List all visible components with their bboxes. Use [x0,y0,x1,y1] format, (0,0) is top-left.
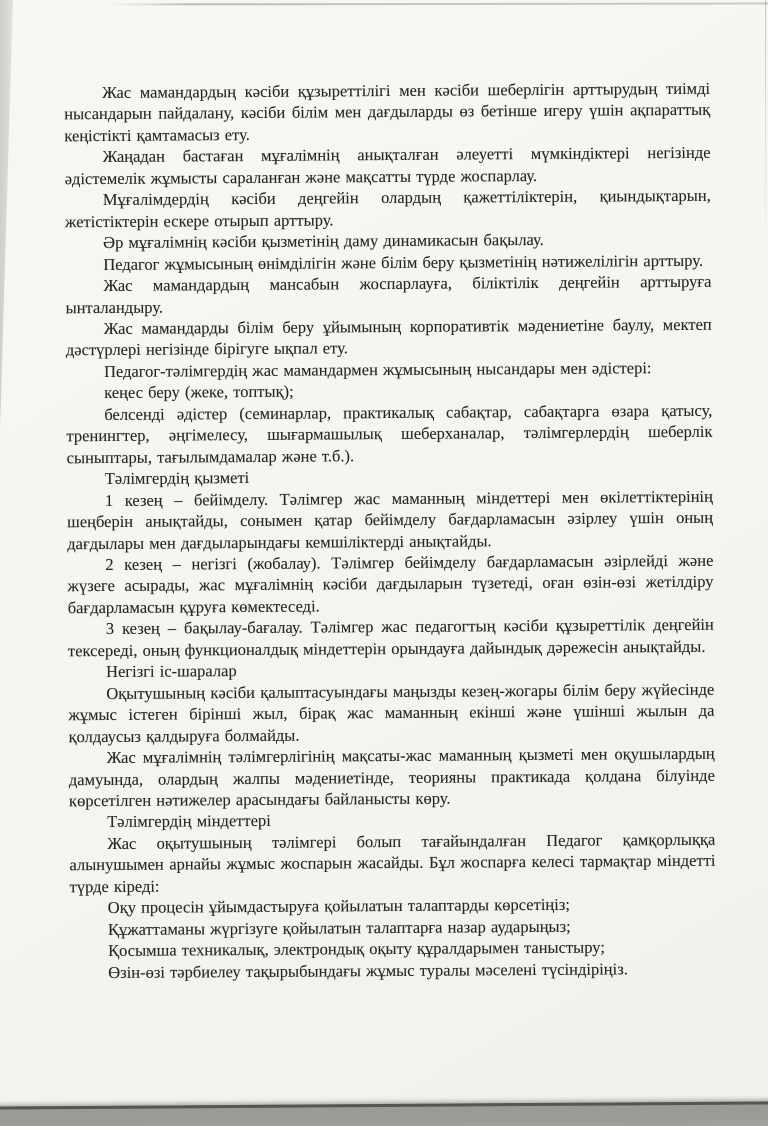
paragraph: Жас мамандардың кәсіби құзыреттілігі мен кәсіби шеберлігін арттырудың тиімді нысандарын пайдалану, кәсіби білім мен дағдыларды өз бетінше игеру үшін ақпараттық кеңістікті қамтамасыз ету. [64,78,711,146]
section-heading: Тәлімгердің міндеттері [107,811,271,832]
paragraph: Жас мамандардың мансабын жоспарлауға, біліктілік деңгейін арттыруға ынталандыру. [65,271,712,317]
document-text [64,78,716,984]
paragraph: белсенді әдістер (семинарлар, практикалық сабақтар, сабақтарга өзара қатысу, тренингтер, әңгімелесу, шығармашылық шеберханалар, тәлімгерлердің шеберлік сыныптары, тағылымдамалар және т.б.). [66,400,713,467]
paragraph: Жас оқытушының тәлімгері болып тағайындалған Педагог қамқорлыққа алынушымен арнайы жұмыс жоспарын жасайды. Бұл жоспарға келесі тармақтар міндетті түрде кіреді: [69,829,716,897]
paragraph: 3 кезең – бақылау-бағалау. Тәлімгер жас педагогтың кәсіби құзыреттілік деңгейін тексереді, оның функционалдық міндеттерін орындауға дайындық дәрежесін анықтайды. [67,615,714,661]
paragraph: Жаңадан бастаған мұғалімнің анықталған әлеуетті мүмкіндіктері негізінде әдістемелік жұмысты сараланған және мақсатты түрде жоспарлау. [64,143,711,189]
scan-bottom-edge [0,1101,768,1125]
section-heading: Негізгі іс-шаралар [106,661,237,682]
paragraph: 2 кезең – негізгі (жобалау). Тәлімгер бейімделу бағдарламасын әзірлейді және жүзеге асырады, жас мұғалімнің кәсіби дағдыларын түзетеді, оған өзін-өзі жетілдіру бағдарламасын құруға көмектеседі. [67,550,714,618]
scan-top-edge [108,3,768,6]
paragraph: Оқытушының кәсіби қалыптасуындағы маңызды кезең-жогары білім беру жүйесінде жұмыс істеген бірінші жыл, бірақ жас маманның екінші және үшінші жылын да қолдаусыз қалдыруға болмайды. [68,679,715,746]
scan-right-edge [765,0,766,260]
paragraph: Педагог жұмысының өнімділігін және білім беру қызметінің нәтижелілігін арттыру. [103,250,704,274]
paragraph: Өзін-өзі тәрбиелеу тақырыбындағы жұмыс туралы мәселені түсіндіріңіз. [108,958,628,982]
paragraph: Жас мұғалімнің тәлімгерлігінің мақсаты-жас маманның қызметі мен оқушылардың дамуында, олардың жалпы мәдениетінде, теорияны практикада қолдана білуінде көрсетілген нәтижелер арасындағы байланысты көру. [68,743,715,811]
section-heading: Тәлімгердің қызметі [104,468,250,489]
paragraph: Қосымша техникалық, электрондық оқыту құралдарымен таныстыру; [108,937,605,961]
paragraph: Жас мамандарды білім беру ұйымының корпоративтік мәдениетіне баулу, мектеп дәстүрлері негізінде бірігуге ықпал ету. [65,314,712,360]
paragraph: Мұғалімдердің кәсіби деңгейін олардың қажеттіліктерін, қиындықтарын, жетістіктерін ескере отырып арттыру. [64,186,711,231]
paper-left-edge [0,0,13,430]
paragraph: кеңес беру (жеке, топтық); [104,382,294,403]
paragraph: 1 кезең – бейімделу. Тәлімгер жас маманның міндеттері мен өкілеттіктерінің шеңберін анықтайды, сонымен қатар бейімделу бағдарламасын әзірлеу үшін оның дағдылары мен дағдыларындағы кемшіліктерді анықтайды. [67,486,714,553]
paragraph: Педагог-тәлімгердің жас мамандармен жұмысының нысандары мен әдістері: [103,358,652,381]
paragraph: Әр мұғалімнің кәсіби қызметінің даму динамикасын бақылау. [103,230,544,253]
paragraph: Құжаттаманы жүргізуге қойылатын талаптарға назар аударыңыз; [107,916,571,939]
paragraph: Оқу процесін ұйымдастыруға қойылатын талаптарды көрсетіңіз; [107,894,570,918]
